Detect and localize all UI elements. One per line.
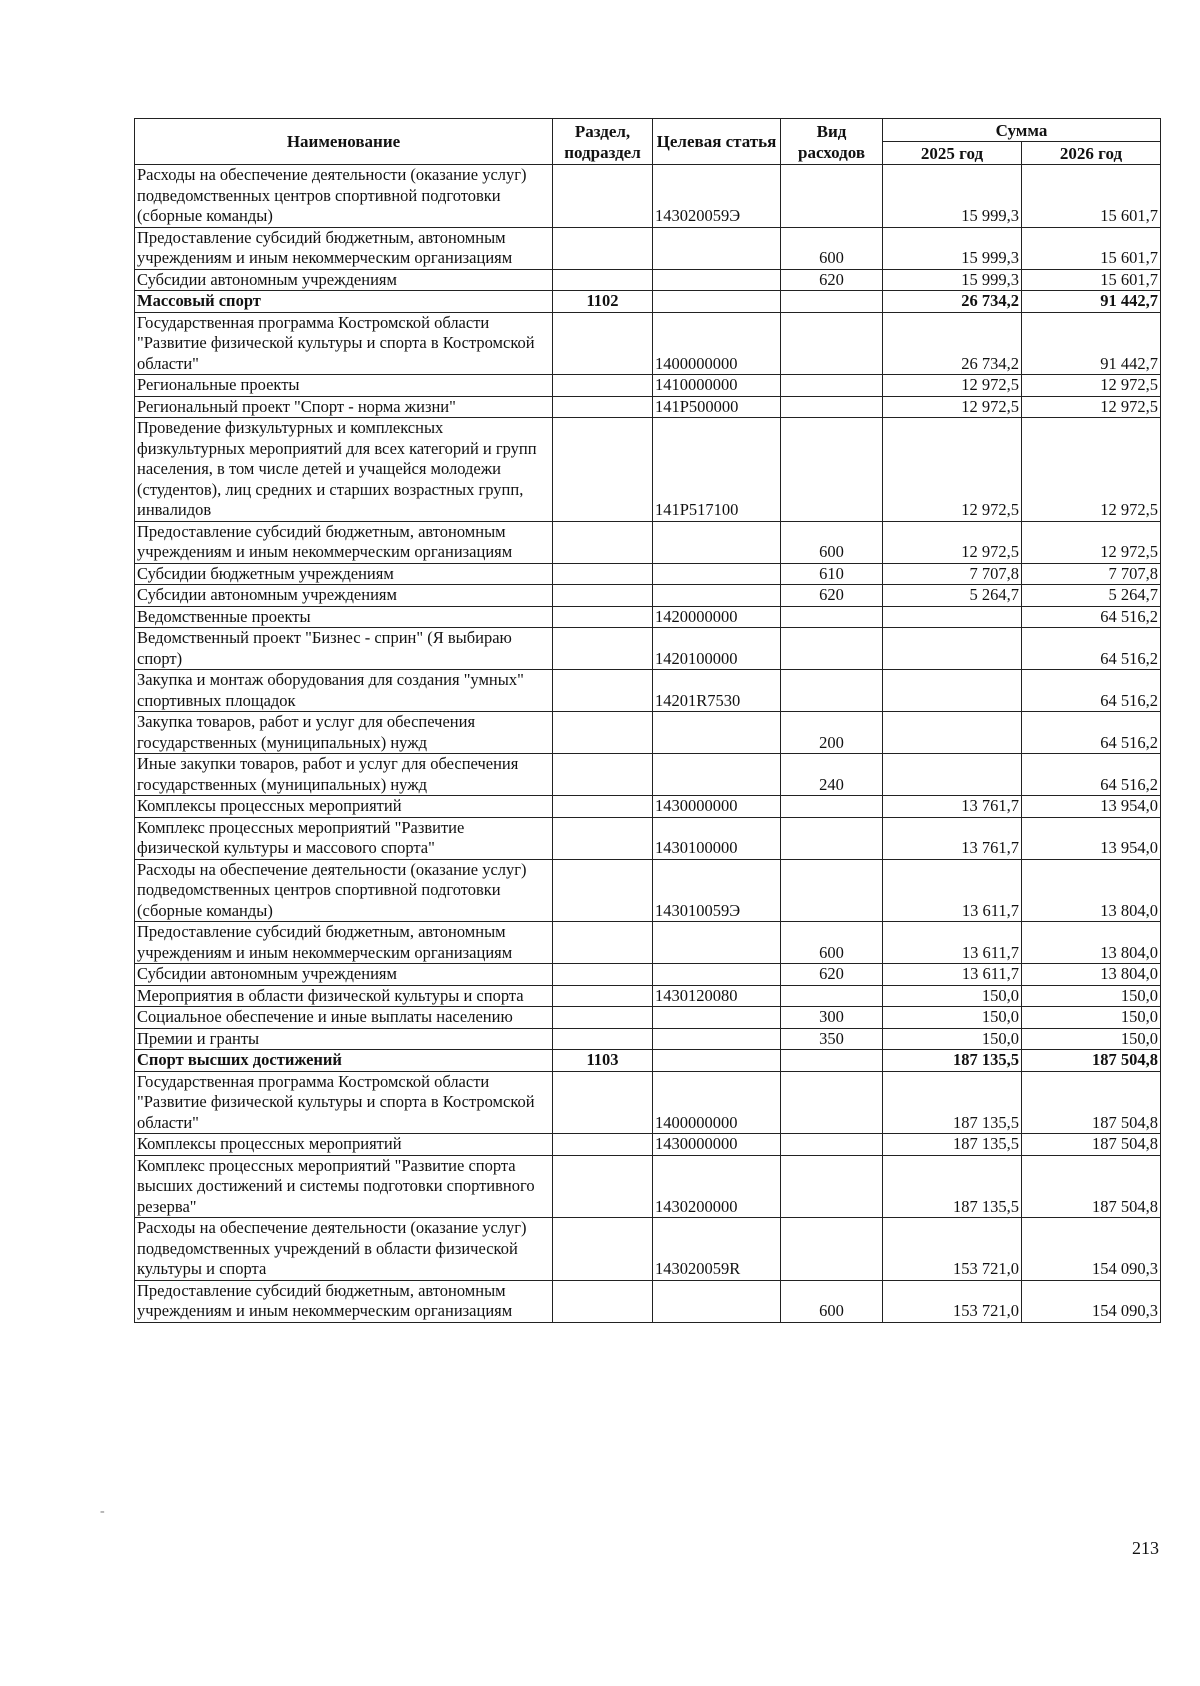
table-row xyxy=(135,1134,1161,1156)
row-section xyxy=(553,817,653,859)
table-row xyxy=(135,670,1161,712)
header-year-2026: 2026 год xyxy=(1022,142,1161,165)
row-amount-2026: 91 442,7 xyxy=(1022,312,1161,375)
page-number: 213 xyxy=(1132,1538,1159,1558)
row-target xyxy=(653,1050,781,1072)
row-target xyxy=(653,1007,781,1029)
row-section xyxy=(553,606,653,628)
row-amount-2026: 64 516,2 xyxy=(1022,670,1161,712)
row-name: Субсидии автономным учреждениям xyxy=(135,585,553,607)
row-name: Закупка товаров, работ и услуг для обеспечения государственных (муниципальных) нужд xyxy=(135,712,553,754)
row-target xyxy=(653,269,781,291)
row-name: Закупка и монтаж оборудования для создания "умных" спортивных площадок xyxy=(135,670,553,712)
row-section xyxy=(553,396,653,418)
row-amount-2025: 153 721,0 xyxy=(883,1218,1022,1281)
row-amount-2026: 5 264,7 xyxy=(1022,585,1161,607)
row-amount-2025: 15 999,3 xyxy=(883,165,1022,228)
row-amount-2026: 187 504,8 xyxy=(1022,1134,1161,1156)
table-row xyxy=(135,796,1161,818)
table-row xyxy=(135,227,1161,269)
row-amount-2025: 13 611,7 xyxy=(883,922,1022,964)
table-row xyxy=(135,712,1161,754)
row-section xyxy=(553,165,653,228)
row-amount-2025 xyxy=(883,628,1022,670)
row-name: Премии и гранты xyxy=(135,1028,553,1050)
row-name: Расходы на обеспечение деятельности (оказание услуг) подведомственных центров спортивной подготовки (сборные команды) xyxy=(135,859,553,922)
row-section xyxy=(553,859,653,922)
row-target: 1430200000 xyxy=(653,1155,781,1218)
row-kind: 300 xyxy=(781,1007,883,1029)
margin-mark: - xyxy=(100,1504,105,1519)
table-row xyxy=(135,922,1161,964)
row-name: Предоставление субсидий бюджетным, автономным учреждениям и иным некоммерческим организациям xyxy=(135,227,553,269)
row-kind xyxy=(781,1218,883,1281)
table-row xyxy=(135,817,1161,859)
row-amount-2026: 13 954,0 xyxy=(1022,796,1161,818)
row-kind: 620 xyxy=(781,585,883,607)
table-row xyxy=(135,1218,1161,1281)
header-kind: Вид расходов xyxy=(781,119,883,165)
row-section xyxy=(553,712,653,754)
row-kind xyxy=(781,606,883,628)
table-row xyxy=(135,859,1161,922)
row-name: Предоставление субсидий бюджетным, автономным учреждениям и иным некоммерческим организациям xyxy=(135,1280,553,1322)
table-row xyxy=(135,1007,1161,1029)
row-section xyxy=(553,922,653,964)
row-kind xyxy=(781,418,883,522)
row-amount-2026: 187 504,8 xyxy=(1022,1155,1161,1218)
row-target: 141P517100 xyxy=(653,418,781,522)
row-section xyxy=(553,670,653,712)
row-amount-2026: 64 516,2 xyxy=(1022,606,1161,628)
row-target: 143020059Э xyxy=(653,165,781,228)
table-row xyxy=(135,375,1161,397)
row-amount-2026: 187 504,8 xyxy=(1022,1050,1161,1072)
row-target xyxy=(653,1028,781,1050)
row-section xyxy=(553,521,653,563)
row-target: 1420100000 xyxy=(653,628,781,670)
row-kind xyxy=(781,1155,883,1218)
row-target: 1430120080 xyxy=(653,985,781,1007)
row-amount-2025: 12 972,5 xyxy=(883,521,1022,563)
row-amount-2026: 150,0 xyxy=(1022,985,1161,1007)
row-amount-2025: 150,0 xyxy=(883,1007,1022,1029)
row-section xyxy=(553,563,653,585)
row-name: Государственная программа Костромской области "Развитие физической культуры и спорта в Костромской области" xyxy=(135,312,553,375)
row-amount-2026: 12 972,5 xyxy=(1022,375,1161,397)
table-row xyxy=(135,606,1161,628)
row-amount-2025: 15 999,3 xyxy=(883,269,1022,291)
row-amount-2026: 12 972,5 xyxy=(1022,418,1161,522)
row-amount-2026: 91 442,7 xyxy=(1022,291,1161,313)
table-row xyxy=(135,1280,1161,1322)
row-target xyxy=(653,227,781,269)
row-kind xyxy=(781,628,883,670)
row-target: 1400000000 xyxy=(653,312,781,375)
row-name: Предоставление субсидий бюджетным, автономным учреждениям и иным некоммерческим организациям xyxy=(135,922,553,964)
row-amount-2025: 5 264,7 xyxy=(883,585,1022,607)
row-kind xyxy=(781,375,883,397)
row-name: Проведение физкультурных и комплексных физкультурных мероприятий для всех категорий и групп населения, в том числе детей и учащейся молодежи (студентов), лиц средних и старших возрастных групп, инвалидов xyxy=(135,418,553,522)
row-amount-2026: 12 972,5 xyxy=(1022,396,1161,418)
row-name: Субсидии автономным учреждениям xyxy=(135,964,553,986)
row-target xyxy=(653,291,781,313)
row-amount-2025: 187 135,5 xyxy=(883,1134,1022,1156)
row-section xyxy=(553,1218,653,1281)
table-row xyxy=(135,521,1161,563)
row-kind: 620 xyxy=(781,269,883,291)
row-kind xyxy=(781,1134,883,1156)
row-amount-2026: 15 601,7 xyxy=(1022,227,1161,269)
row-amount-2026: 12 972,5 xyxy=(1022,521,1161,563)
row-amount-2025: 150,0 xyxy=(883,985,1022,1007)
row-kind: 610 xyxy=(781,563,883,585)
row-name: Расходы на обеспечение деятельности (оказание услуг) подведомственных учреждений в области физической культуры и спорта xyxy=(135,1218,553,1281)
row-section xyxy=(553,1007,653,1029)
row-name: Расходы на обеспечение деятельности (оказание услуг) подведомственных центров спортивной подготовки (сборные команды) xyxy=(135,165,553,228)
row-amount-2025: 12 972,5 xyxy=(883,396,1022,418)
table-header xyxy=(135,119,1161,165)
row-kind: 350 xyxy=(781,1028,883,1050)
row-section xyxy=(553,227,653,269)
row-amount-2026: 187 504,8 xyxy=(1022,1071,1161,1134)
row-amount-2025 xyxy=(883,606,1022,628)
row-section xyxy=(553,269,653,291)
table-row xyxy=(135,585,1161,607)
row-kind xyxy=(781,796,883,818)
row-name: Субсидии бюджетным учреждениям xyxy=(135,563,553,585)
row-target xyxy=(653,1280,781,1322)
row-amount-2025: 13 611,7 xyxy=(883,859,1022,922)
row-kind xyxy=(781,165,883,228)
row-name: Комплексы процессных мероприятий xyxy=(135,1134,553,1156)
row-amount-2025: 12 972,5 xyxy=(883,418,1022,522)
budget-table xyxy=(134,118,1161,1323)
row-name: Комплекс процессных мероприятий "Развитие спорта высших достижений и системы подготовки спортивного резерва" xyxy=(135,1155,553,1218)
row-kind: 620 xyxy=(781,964,883,986)
row-amount-2026: 64 516,2 xyxy=(1022,712,1161,754)
row-kind xyxy=(781,817,883,859)
row-kind: 200 xyxy=(781,712,883,754)
header-target: Целевая статья xyxy=(653,119,781,165)
row-kind xyxy=(781,670,883,712)
row-name: Ведомственные проекты xyxy=(135,606,553,628)
table-row xyxy=(135,985,1161,1007)
row-kind xyxy=(781,859,883,922)
row-amount-2025 xyxy=(883,754,1022,796)
row-amount-2026: 64 516,2 xyxy=(1022,754,1161,796)
row-amount-2025: 26 734,2 xyxy=(883,291,1022,313)
row-name: Комплекс процессных мероприятий "Развитие физической культуры и массового спорта" xyxy=(135,817,553,859)
row-name: Мероприятия в области физической культуры и спорта xyxy=(135,985,553,1007)
row-name: Социальное обеспечение и иные выплаты населению xyxy=(135,1007,553,1029)
row-amount-2025: 187 135,5 xyxy=(883,1071,1022,1134)
row-name: Ведомственный проект "Бизнес - сприн" (Я выбираю спорт) xyxy=(135,628,553,670)
row-amount-2025: 13 761,7 xyxy=(883,817,1022,859)
row-kind: 240 xyxy=(781,754,883,796)
row-name: Региональные проекты xyxy=(135,375,553,397)
row-kind xyxy=(781,312,883,375)
row-amount-2026: 7 707,8 xyxy=(1022,563,1161,585)
row-section xyxy=(553,1134,653,1156)
header-sum: Сумма xyxy=(883,119,1161,142)
row-section xyxy=(553,1280,653,1322)
row-target xyxy=(653,563,781,585)
row-target xyxy=(653,964,781,986)
row-amount-2025: 187 135,5 xyxy=(883,1155,1022,1218)
row-section xyxy=(553,418,653,522)
row-amount-2025 xyxy=(883,712,1022,754)
row-target xyxy=(653,754,781,796)
row-amount-2025: 187 135,5 xyxy=(883,1050,1022,1072)
table-row xyxy=(135,165,1161,228)
table-row xyxy=(135,1050,1161,1072)
row-amount-2026: 154 090,3 xyxy=(1022,1280,1161,1322)
row-name: Субсидии автономным учреждениям xyxy=(135,269,553,291)
row-target: 1430000000 xyxy=(653,796,781,818)
row-target: 1400000000 xyxy=(653,1071,781,1134)
row-target: 1430100000 xyxy=(653,817,781,859)
row-target xyxy=(653,922,781,964)
row-kind: 600 xyxy=(781,1280,883,1322)
row-section xyxy=(553,1071,653,1134)
row-name: Государственная программа Костромской области "Развитие физической культуры и спорта в Костромской области" xyxy=(135,1071,553,1134)
row-amount-2025: 150,0 xyxy=(883,1028,1022,1050)
table-row xyxy=(135,628,1161,670)
row-amount-2025: 15 999,3 xyxy=(883,227,1022,269)
row-amount-2026: 15 601,7 xyxy=(1022,269,1161,291)
header-name: Наименование xyxy=(135,119,553,165)
row-section xyxy=(553,585,653,607)
row-amount-2026: 150,0 xyxy=(1022,1028,1161,1050)
row-target: 1410000000 xyxy=(653,375,781,397)
row-amount-2025: 13 611,7 xyxy=(883,964,1022,986)
row-target xyxy=(653,521,781,563)
row-amount-2026: 150,0 xyxy=(1022,1007,1161,1029)
row-amount-2026: 15 601,7 xyxy=(1022,165,1161,228)
row-name: Региональный проект "Спорт - норма жизни" xyxy=(135,396,553,418)
table-row xyxy=(135,396,1161,418)
row-kind: 600 xyxy=(781,922,883,964)
row-target: 1430000000 xyxy=(653,1134,781,1156)
row-kind xyxy=(781,396,883,418)
row-section xyxy=(553,964,653,986)
table-row xyxy=(135,269,1161,291)
table-row xyxy=(135,1028,1161,1050)
row-kind xyxy=(781,985,883,1007)
header-year-2025: 2025 год xyxy=(883,142,1022,165)
row-name: Спорт высших достижений xyxy=(135,1050,553,1072)
row-kind: 600 xyxy=(781,521,883,563)
row-amount-2026: 13 804,0 xyxy=(1022,964,1161,986)
table-row xyxy=(135,312,1161,375)
row-section xyxy=(553,1028,653,1050)
row-target xyxy=(653,712,781,754)
row-section xyxy=(553,628,653,670)
table-row xyxy=(135,291,1161,313)
row-name: Предоставление субсидий бюджетным, автономным учреждениям и иным некоммерческим организациям xyxy=(135,521,553,563)
row-section xyxy=(553,312,653,375)
row-amount-2025: 13 761,7 xyxy=(883,796,1022,818)
row-target: 143020059R xyxy=(653,1218,781,1281)
row-target xyxy=(653,585,781,607)
row-section xyxy=(553,1155,653,1218)
row-amount-2025: 153 721,0 xyxy=(883,1280,1022,1322)
row-section xyxy=(553,796,653,818)
row-amount-2026: 13 804,0 xyxy=(1022,859,1161,922)
table-row xyxy=(135,964,1161,986)
row-target: 141P500000 xyxy=(653,396,781,418)
row-amount-2026: 13 804,0 xyxy=(1022,922,1161,964)
row-target: 1420000000 xyxy=(653,606,781,628)
row-kind xyxy=(781,1071,883,1134)
row-amount-2026: 13 954,0 xyxy=(1022,817,1161,859)
row-amount-2025: 7 707,8 xyxy=(883,563,1022,585)
row-kind xyxy=(781,291,883,313)
row-section xyxy=(553,375,653,397)
row-target: 143010059Э xyxy=(653,859,781,922)
row-amount-2025: 26 734,2 xyxy=(883,312,1022,375)
table-body xyxy=(135,165,1161,1323)
row-kind: 600 xyxy=(781,227,883,269)
row-name: Массовый спорт xyxy=(135,291,553,313)
row-name: Иные закупки товаров, работ и услуг для обеспечения государственных (муниципальных) нужд xyxy=(135,754,553,796)
table-row xyxy=(135,754,1161,796)
table-row xyxy=(135,418,1161,522)
header-section: Раздел, подраздел xyxy=(553,119,653,165)
table-row xyxy=(135,1071,1161,1134)
table-row xyxy=(135,563,1161,585)
row-section: 1102 xyxy=(553,291,653,313)
table-row xyxy=(135,1155,1161,1218)
row-section xyxy=(553,985,653,1007)
row-amount-2025 xyxy=(883,670,1022,712)
row-kind xyxy=(781,1050,883,1072)
row-section xyxy=(553,754,653,796)
row-amount-2026: 64 516,2 xyxy=(1022,628,1161,670)
row-section: 1103 xyxy=(553,1050,653,1072)
row-amount-2026: 154 090,3 xyxy=(1022,1218,1161,1281)
row-target: 14201R7530 xyxy=(653,670,781,712)
row-amount-2025: 12 972,5 xyxy=(883,375,1022,397)
row-name: Комплексы процессных мероприятий xyxy=(135,796,553,818)
